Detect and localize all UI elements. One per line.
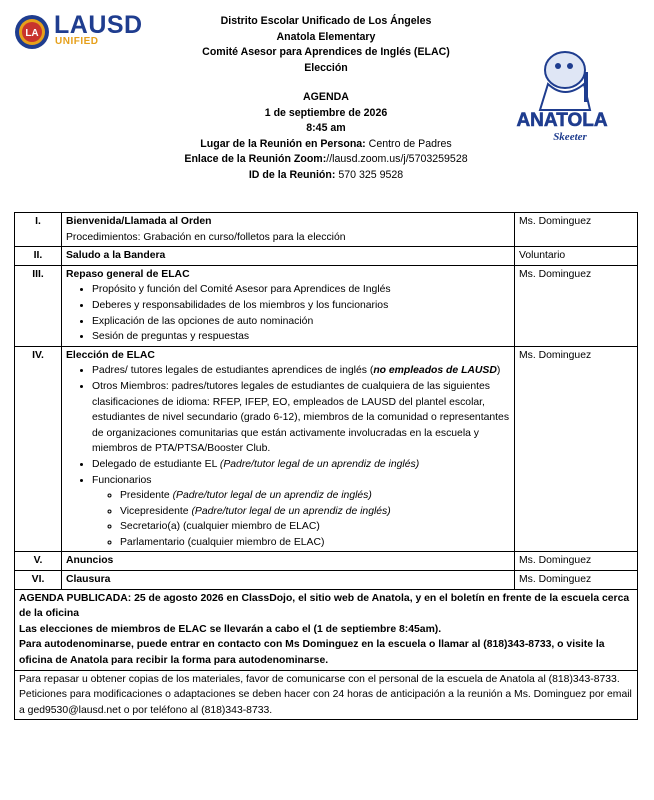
school-name: Anatola Elementary (276, 30, 376, 43)
meeting-id-label: ID de la Reunión: (248, 168, 336, 181)
row-title: Repaso general de ELAC (66, 268, 190, 280)
officer-note: (cualquier miembro de ELAC) (187, 536, 325, 548)
meeting-id-value: 570 325 9528 (335, 168, 404, 181)
zoom-label: Enlace de la Reunión Zoom: (184, 153, 327, 165)
notice-cell (15, 589, 638, 670)
meeting-date: 1 de septiembre de 2026 (264, 106, 388, 119)
committee-name: Comité Asesor para Aprendices de Inglés (ELAC) (202, 46, 450, 58)
row-topic (62, 346, 515, 552)
table-row (15, 571, 638, 590)
list-item-text: Padres/ tutores legales de estudiantes aprendices de inglés ( (92, 365, 374, 377)
row-topic (62, 265, 515, 346)
row-topic (62, 247, 515, 266)
row-topic (62, 552, 515, 571)
location-label: Lugar de la Reunión en Persona: (200, 137, 366, 150)
list-item: • Deberes y responsabilidades de los miembros y los funcionarios (92, 298, 510, 314)
row-title: Elección de ELAC (66, 349, 155, 361)
anatola-mascot-icon (510, 40, 615, 150)
list-item (92, 457, 510, 473)
list-item-note: (Padre/tutor legal de un aprendiz de inglés) (219, 458, 420, 470)
mascot-text: ANATOLA (516, 110, 608, 131)
meeting-id (150, 168, 502, 184)
footer-row (15, 670, 638, 720)
officer-note: (Padre/tutor legal de un aprendiz de inglés) (172, 490, 372, 502)
list-item-text: Delegado de estudiante EL (92, 458, 220, 470)
lausd-logo (10, 8, 160, 52)
mascot-sub: Skeeter (553, 131, 587, 143)
list-item: • Explicación de las opciones de auto nominación (92, 314, 510, 330)
zoom-link (150, 152, 502, 168)
zoom-value[interactable]: //lausd.zoom.us/j/5703259528 (326, 153, 468, 165)
officer-item (120, 535, 510, 551)
elections-notice: Las elecciones de miembros de ELAC se llevarán a cabo el (1 de septiembre 8:45am). (19, 623, 442, 635)
officer-role: Secretario(a) (120, 521, 183, 533)
officer-note: (Padre/tutor legal de un aprendiz de inglés) (191, 505, 391, 517)
officer-item (120, 488, 510, 504)
table-row (15, 346, 638, 552)
list-item: • Propósito y función del Comité Asesor para Aprendices de Inglés (92, 282, 510, 298)
row-number: III. (15, 265, 62, 346)
location-value: Centro de Padres (365, 137, 452, 150)
officer-role: Presidente (120, 490, 173, 502)
notice-row (15, 589, 638, 670)
row-presenter: Ms. Dominguez (515, 346, 638, 552)
table-row (15, 247, 638, 266)
list-item-text: Funcionarios (92, 474, 152, 486)
logo-name: LAUSD (54, 11, 143, 39)
seal-text: LA (25, 28, 39, 39)
posted-notice: AGENDA PUBLICADA: 25 de agosto 2026 en ClassDojo, el sitio web de Anatola, y en el boletín en frente de la escuela cerca de la oficina (19, 592, 630, 620)
table-row (15, 265, 638, 346)
row-title: Saludo a la Bandera (66, 250, 166, 262)
footer-cell (15, 670, 638, 720)
district-name: Distrito Escolar Unificado de Los Ángeles (220, 15, 432, 27)
row-number: VI. (15, 571, 62, 590)
row-number: I. (15, 213, 62, 247)
meeting-purpose: Elección (304, 61, 348, 74)
agenda-title: AGENDA (303, 91, 349, 103)
agenda-table (14, 212, 638, 720)
list-item: • Otros Miembros: padres/tutores legales de estudiantes de cualquiera de las siguientes clasificaciones de idioma: RFEP, IFEP, EO, empleados de LAUSD del plantel escolar, estudiantes de nivel secundario (grado 6-12), miembros de la comunidad o representantes de organizaciones comunitarias que están activamente involucradas en la escuela y miembros de PTA/PTSA/Booster Club. (92, 379, 510, 457)
logo-sub: UNIFIED (55, 36, 99, 47)
list-item (92, 473, 510, 551)
row-presenter: Ms. Dominguez (515, 552, 638, 571)
row-number: V. (15, 552, 62, 571)
lausd-seal-icon (14, 14, 50, 50)
list-item: • Sesión de preguntas y respuestas (92, 329, 510, 345)
officer-item (120, 504, 510, 520)
row-title: Clausura (66, 574, 111, 586)
officer-role: Vicepresidente (120, 505, 192, 517)
row-presenter: Voluntario (515, 247, 638, 266)
row-line: Procedimientos: Grabación en curso/folletos para la elección (66, 231, 346, 243)
self-nomination-notice: Para autodenominarse, puede entrar en contacto con Ms Dominguez en la escuela o llamar al (818)343-8733, o visite la oficina de Anatola para recibir la forma para autodenominarse. (19, 639, 605, 667)
footer-text: Para repasar u obtener copias de los materiales, favor de comunicarse con el personal de la escuela de Anatola al (818)343-8733. Peticiones para modificaciones o adaptaciones se deben hacer con 24 horas de anticipación a la reunión a Ms. Dominguez por email a ged9530@lausd.net o por teléfono al (818)343-8733. (19, 673, 632, 716)
row-title: Bienvenida/Llamada al Orden (66, 216, 212, 227)
bullet-list (66, 282, 510, 344)
row-presenter: Ms. Dominguez (515, 265, 638, 346)
row-title: Anuncios (66, 555, 114, 567)
row-presenter: Ms. Dominguez (515, 213, 638, 247)
row-presenter: Ms. Dominguez (515, 571, 638, 590)
meeting-location (150, 137, 502, 153)
meeting-time: 8:45 am (306, 122, 346, 134)
list-item-text: ) (496, 365, 501, 377)
officer-list (92, 488, 510, 550)
officer-item (120, 519, 510, 535)
table-row (15, 552, 638, 571)
table-row (15, 213, 638, 247)
row-number: II. (15, 247, 62, 266)
row-topic (62, 571, 515, 590)
officer-role: Parlamentario (120, 536, 188, 548)
list-item (92, 363, 510, 379)
document-header (150, 14, 502, 183)
row-number: IV. (15, 346, 62, 552)
officer-note: (cualquier miembro de ELAC) (182, 521, 320, 533)
list-item-emphasis: no empleados de LAUSD (373, 365, 497, 377)
bullet-list (66, 363, 510, 550)
row-topic (62, 213, 515, 247)
